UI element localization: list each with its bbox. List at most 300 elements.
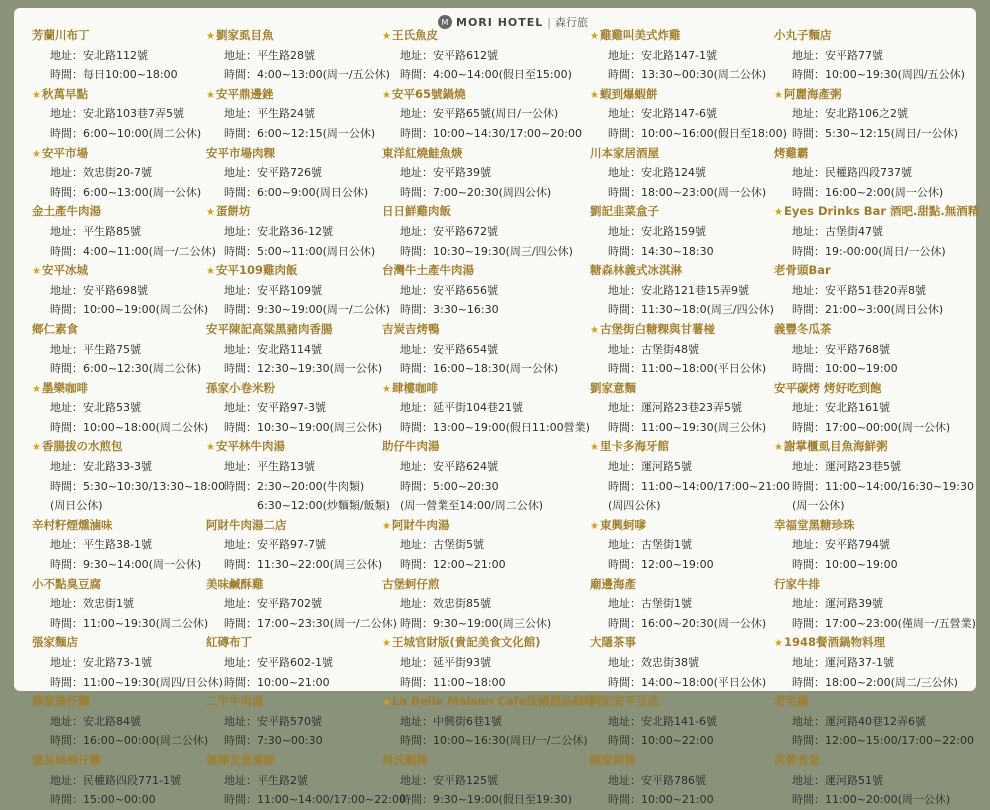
logo-brand-cn: 森行旅 xyxy=(555,16,588,29)
restaurant-entry xyxy=(32,261,228,320)
restaurant-entry xyxy=(590,575,786,634)
restaurant-entry xyxy=(32,202,228,261)
restaurant-name xyxy=(774,575,970,595)
restaurant-name xyxy=(32,320,228,340)
restaurant-hours: 時間：6:00~10:00(周二公休) xyxy=(50,126,202,140)
restaurant-address: 地址：安平路794號 xyxy=(792,538,890,552)
restaurant-name xyxy=(382,437,578,457)
restaurant-name xyxy=(206,26,402,46)
restaurant-name-text: 安平鼎邊銼 xyxy=(215,86,274,101)
restaurant-address: 地址：平生路75號 xyxy=(50,342,141,356)
star-icon: ★ xyxy=(382,520,391,532)
restaurant-hours: 時間：11:00~14:00/17:00~22:00 xyxy=(224,793,406,807)
restaurant-hours: 時間：16:00~00:00(周二公休) xyxy=(50,734,209,748)
restaurant-name xyxy=(590,437,786,457)
restaurant-address: 地址：古堡街48號 xyxy=(608,342,699,356)
restaurant-hours: 時間：5:30~12:15(周日/一公休) xyxy=(792,126,958,140)
restaurant-hours: 時間：11:00~14:00/16:30~19:30 xyxy=(792,479,974,493)
restaurant-name-text: 幸福堂黑糖珍珠 xyxy=(774,517,855,532)
restaurant-hours: 時間：11:30~22:00(周三公休) xyxy=(224,558,383,572)
restaurant-name xyxy=(206,633,402,653)
restaurant-hours: 時間：11:00~19:30(周三公休) xyxy=(608,420,767,434)
restaurant-name-text: 墨樂咖啡 xyxy=(41,380,88,395)
restaurant-entry xyxy=(206,379,402,438)
restaurant-hours: 時間：5:00~20:30 xyxy=(400,479,499,493)
restaurant-entry xyxy=(32,437,228,515)
star-icon: ★ xyxy=(32,383,41,395)
restaurant-name-text: 蝦到爆蝦餅 xyxy=(599,86,658,101)
restaurant-entry xyxy=(774,379,970,438)
restaurant-hours: 時間：11:00~19:30(周二公休) xyxy=(50,616,209,630)
restaurant-hours: 時間：10:00~16:30(周日/一/二公休) xyxy=(400,734,588,748)
restaurant-name xyxy=(206,516,402,536)
column-3 xyxy=(382,26,596,810)
restaurant-entry xyxy=(382,516,578,575)
restaurant-name xyxy=(382,85,578,105)
restaurant-address: 地址：民權路四段771-1號 xyxy=(50,773,181,787)
restaurant-name xyxy=(206,320,402,340)
restaurant-entry xyxy=(590,26,786,85)
restaurant-hours: 時間：10:00~19:00 xyxy=(792,558,898,572)
restaurant-entry xyxy=(206,261,402,320)
restaurant-entry xyxy=(382,751,578,810)
restaurant-entry xyxy=(590,633,786,692)
restaurant-hours: 時間：10:00~14:30/17:00~20:00 xyxy=(400,126,582,140)
restaurant-hours: 時間：5:30~10:30/13:30~18:00 xyxy=(50,479,225,493)
restaurant-hours: 時間：10:00~19:00 xyxy=(792,362,898,376)
restaurant-hours: 時間：10:00~18:00(周二公休) xyxy=(50,420,209,434)
restaurant-hours: 時間：10:00~21:00 xyxy=(224,675,330,689)
restaurant-name xyxy=(32,692,228,712)
restaurant-name-text: 孫家小卷米粉 xyxy=(206,380,275,395)
restaurant-hours: 時間：19:-00:00(周日/一公休) xyxy=(792,244,946,258)
restaurant-entry xyxy=(206,144,402,203)
restaurant-address: 地址：安平路698號 xyxy=(50,283,148,297)
restaurant-hours: 時間：11:00~18:00(平日公休) xyxy=(608,362,767,376)
restaurant-address: 地址：安北路159號 xyxy=(608,224,706,238)
restaurant-address: 地址：安北路33-3號 xyxy=(50,460,152,474)
restaurant-name-text: 金土產牛肉湯 xyxy=(32,204,101,219)
restaurant-hours: 時間：17:00~23:30(周一/二公休) xyxy=(224,616,397,630)
restaurant-name-text: 肆樓咖啡 xyxy=(391,380,438,395)
restaurant-address: 地址：安平路570號 xyxy=(224,714,322,728)
star-icon: ★ xyxy=(774,442,783,454)
restaurant-hours: 時間：9:30~19:00(周三公休) xyxy=(400,616,552,630)
restaurant-hours: 時間：10:30~19:30(周三/四公休) xyxy=(400,244,573,258)
restaurant-name-text: 助仔牛肉湯 xyxy=(382,439,440,454)
restaurant-address: 地址：平生路38-1號 xyxy=(50,538,152,552)
restaurant-hours: 時間：11:30~18:0(周三/四公休) xyxy=(608,303,774,317)
restaurant-name-text: 張家麵店 xyxy=(32,635,78,650)
restaurant-address: 地址：安北路112號 xyxy=(50,48,148,62)
star-icon: ★ xyxy=(382,697,391,709)
restaurant-address: 地址：延平街93號 xyxy=(400,656,491,669)
star-icon: ★ xyxy=(774,638,783,650)
restaurant-name xyxy=(382,261,578,281)
restaurant-name xyxy=(590,26,786,46)
restaurant-address: 地址：平生路85號 xyxy=(50,224,141,238)
restaurant-address: 地址：安北路147-6號 xyxy=(608,107,717,121)
restaurant-entry xyxy=(32,692,228,751)
restaurant-name xyxy=(32,144,228,164)
restaurant-name-text: 美味鹹酥雞 xyxy=(206,576,264,591)
restaurant-name xyxy=(206,575,402,595)
restaurant-hours: 時間：7:00~20:30(周四公休) xyxy=(400,185,552,199)
star-icon: ★ xyxy=(206,442,215,454)
star-icon: ★ xyxy=(32,148,41,160)
restaurant-hours: 時間：16:00~2:00(周一公休) xyxy=(792,185,944,199)
restaurant-name xyxy=(32,261,228,281)
restaurant-entry xyxy=(32,633,228,692)
restaurant-entry xyxy=(774,575,976,634)
restaurant-name-text: 安平65號鍋燒 xyxy=(391,86,466,101)
star-icon: ★ xyxy=(774,89,783,101)
star-icon: ★ xyxy=(206,266,215,278)
restaurant-address: 地址：安平路768號 xyxy=(792,342,890,356)
restaurant-address: 地址：效忠街38號 xyxy=(608,656,699,669)
restaurant-entry xyxy=(32,575,228,634)
restaurant-address: 地址：運河路51號 xyxy=(792,773,883,787)
restaurant-name xyxy=(32,26,228,46)
restaurant-name xyxy=(590,516,786,536)
restaurant-name-text: 同記安平豆花 xyxy=(590,694,659,709)
restaurant-name xyxy=(774,26,970,46)
restaurant-name xyxy=(382,692,596,712)
star-icon: ★ xyxy=(382,638,391,650)
restaurant-name-text: 芳蘭川布丁 xyxy=(32,28,90,42)
restaurant-address: 地址：平生路13號 xyxy=(224,460,315,474)
star-icon: ★ xyxy=(32,89,41,101)
star-icon: ★ xyxy=(382,31,391,42)
restaurant-hours: 時間：10:00~21:00 xyxy=(608,793,714,807)
restaurant-name-text: 王城官財版(貴記美食文化館) xyxy=(391,635,541,650)
restaurant-name xyxy=(590,751,786,771)
restaurant-hours: 時間：2:30~20:00(牛肉類) xyxy=(224,479,365,493)
restaurant-hours: 時間：21:00~3:00(周日公休) xyxy=(792,303,944,317)
restaurant-entry xyxy=(32,144,228,203)
restaurant-entry xyxy=(774,437,974,515)
restaurant-address: 地址：安平路726號 xyxy=(224,166,322,180)
restaurant-name xyxy=(382,144,578,164)
restaurant-name xyxy=(32,751,228,771)
star-icon: ★ xyxy=(774,207,783,219)
restaurant-hours: (周一公休) xyxy=(792,499,845,513)
restaurant-entry xyxy=(382,85,582,144)
logo-mark-icon: M xyxy=(438,15,452,29)
restaurant-name xyxy=(382,575,578,595)
star-icon: ★ xyxy=(32,442,41,454)
restaurant-entry xyxy=(206,85,402,144)
restaurant-address: 地址：安北路84號 xyxy=(50,714,141,728)
restaurant-hours: 時間：6:00~12:30(周二公休) xyxy=(50,362,202,376)
restaurant-entry xyxy=(774,692,974,751)
restaurant-address: 地址：古堡街5號 xyxy=(400,538,484,552)
restaurant-name xyxy=(774,633,970,653)
restaurant-guide-card xyxy=(14,8,980,807)
restaurant-address: 地址：運河路39號 xyxy=(792,597,883,611)
restaurant-entry xyxy=(590,202,786,261)
restaurant-name xyxy=(206,692,402,712)
restaurant-hours: 時間：16:00~20:30(周一公休) xyxy=(608,616,767,630)
restaurant-hours: 時間：6:00~13:00(周一公休) xyxy=(50,185,202,199)
restaurant-entry xyxy=(206,575,402,634)
restaurant-hours: 時間：18:00~23:00(周一公休) xyxy=(608,185,767,199)
restaurant-address: 地址：安北路114號 xyxy=(224,342,322,356)
star-icon: ★ xyxy=(382,383,391,395)
restaurant-name-text: 1948餐酒鍋物料理 xyxy=(783,635,885,650)
restaurant-name xyxy=(206,751,402,771)
restaurant-name-text: 薛家擔仔麵 xyxy=(32,694,90,709)
restaurant-name-text: 劉家意麵 xyxy=(590,380,636,395)
restaurant-address: 地址：安北路36-12號 xyxy=(224,224,333,238)
restaurant-name-text: 日日鮮雞肉飯 xyxy=(382,204,451,219)
restaurant-address: 地址：安平路656號 xyxy=(400,283,498,297)
restaurant-name-text: 義豐冬瓜茶 xyxy=(774,321,832,336)
restaurant-name-text: 強棒友魚海鮮 xyxy=(206,752,275,767)
restaurant-address: 地址：安北路147-1號 xyxy=(608,48,717,62)
restaurant-entry xyxy=(32,516,228,575)
restaurant-address: 地址：安平路624號 xyxy=(400,460,498,474)
star-icon: ★ xyxy=(206,89,215,101)
restaurant-entry xyxy=(206,26,402,85)
star-icon: ★ xyxy=(206,31,215,42)
restaurant-name xyxy=(382,633,578,653)
restaurant-entry xyxy=(206,692,402,751)
restaurant-hours: 時間：16:00~18:30(周一公休) xyxy=(400,362,559,376)
star-icon: ★ xyxy=(382,89,391,101)
restaurant-name-text: 謝掌櫃虱目魚海鮮粥 xyxy=(783,439,888,454)
restaurant-address: 地址：古堡街1號 xyxy=(608,597,692,611)
restaurant-name xyxy=(774,261,970,281)
restaurant-name-text: 行家牛排 xyxy=(774,576,820,591)
restaurant-hours: 時間：12:00~21:00 xyxy=(400,558,506,572)
restaurant-hours: 時間：11:00~14:00/17:00~21:00 xyxy=(608,479,790,493)
restaurant-hours: 時間：11:00~18:00 xyxy=(400,675,506,689)
restaurant-hours: 時間：13:00~19:00(假日11:00營業) xyxy=(400,420,590,434)
restaurant-entry xyxy=(206,516,402,575)
restaurant-name-text: 安平109雞肉飯 xyxy=(215,263,298,278)
restaurant-name xyxy=(382,26,578,46)
restaurant-entry xyxy=(590,261,786,320)
restaurant-name xyxy=(32,516,228,536)
restaurant-name-text: 阿麗海產粥 xyxy=(783,86,842,101)
restaurant-entry xyxy=(206,320,402,379)
restaurant-name xyxy=(32,633,228,653)
restaurant-address: 地址：民權路四段737號 xyxy=(792,166,912,180)
restaurant-hours: 時間：12:30~19:30(周一公休) xyxy=(224,362,383,376)
restaurant-name-text: 古堡街白糖粿與甘薯椪 xyxy=(599,321,715,336)
restaurant-address: 地址：平生路28號 xyxy=(224,48,315,62)
restaurant-entry xyxy=(382,261,578,320)
restaurant-address: 地址：安平路702號 xyxy=(224,597,322,611)
restaurant-hours: 時間：11:00~19:30(周四/日公休) xyxy=(50,675,223,689)
restaurant-name xyxy=(206,144,402,164)
restaurant-entry xyxy=(774,320,970,379)
restaurant-entry xyxy=(382,320,578,379)
restaurant-name xyxy=(774,85,970,105)
restaurant-hours: 時間：9:30~14:00(周一公休) xyxy=(50,558,202,572)
restaurant-name-text: 王氏魚皮 xyxy=(391,28,438,42)
restaurant-hours: 時間：4:00~13:00(周一/五公休) xyxy=(224,68,390,82)
restaurant-hours: 時間：18:00~2:00(周二/三公休) xyxy=(792,675,958,689)
restaurant-name xyxy=(382,516,578,536)
restaurant-address: 地址：安平路672號 xyxy=(400,224,498,238)
restaurant-entry xyxy=(382,379,590,438)
restaurant-hours: 時間：17:00~23:00(僅周一/五營業) xyxy=(792,616,976,630)
star-icon: ★ xyxy=(590,442,599,454)
restaurant-name-text: 二牛牛肉湯 xyxy=(206,694,264,709)
restaurant-hours: 時間：6:00~9:00(周日公休) xyxy=(224,185,369,199)
restaurant-address: 地址：安北路124號 xyxy=(608,166,706,180)
restaurant-entry xyxy=(774,144,970,203)
restaurant-entry xyxy=(32,85,228,144)
restaurant-address: 地址：平生路24號 xyxy=(224,107,315,121)
restaurant-name-text: 東洋紅燒鮭魚焿 xyxy=(382,145,463,160)
restaurant-name-text: 烤雞霸 xyxy=(774,145,809,160)
restaurant-name xyxy=(774,144,970,164)
restaurant-hours: 時間：15:00~00:00 xyxy=(50,793,156,807)
restaurant-name-text: 鄉仁素食 xyxy=(32,321,78,336)
restaurant-name-text: 劉記韭菜盒子 xyxy=(590,204,659,219)
restaurant-address: 地址：安平路97-7號 xyxy=(224,538,326,552)
column-4 xyxy=(590,26,790,810)
restaurant-address: 地址：平生路2號 xyxy=(224,773,308,787)
star-icon: ★ xyxy=(590,324,599,336)
restaurant-hours: 時間：11:00~20:00(周一公休) xyxy=(792,793,951,807)
star-icon: ★ xyxy=(590,31,599,42)
restaurant-name xyxy=(774,516,970,536)
restaurant-entry xyxy=(32,751,228,810)
restaurant-entry xyxy=(206,633,402,692)
restaurant-name xyxy=(382,751,578,771)
restaurant-name xyxy=(32,379,228,399)
restaurant-hours: (周四公休) xyxy=(608,499,661,513)
restaurant-hours: 時間：10:00~19:30(周四/五公休) xyxy=(792,68,965,82)
restaurant-hours: 時間：4:00~14:00(假日至15:00) xyxy=(400,68,572,82)
restaurant-address: 地址：安平路612號 xyxy=(400,48,498,62)
restaurant-address: 地址：安平路109號 xyxy=(224,283,322,297)
restaurant-name-text: 香腸拔の水煎包 xyxy=(41,439,123,454)
restaurant-name-text: 芙蓉食堂 xyxy=(774,752,820,767)
restaurant-name xyxy=(774,320,970,340)
restaurant-name-text: 陳家蚵捲 xyxy=(590,752,636,767)
restaurant-address: 地址：安平路51巷20弄8號 xyxy=(792,283,926,297)
restaurant-hours: 6:30~12:00(炒麵類/飯類) xyxy=(224,499,390,513)
restaurant-name-text: 廟邊海產 xyxy=(590,576,636,591)
restaurant-address: 地址：運河路40巷12弄6號 xyxy=(792,714,926,728)
restaurant-address: 地址：效忠街1號 xyxy=(50,597,134,611)
restaurant-hours: 時間：17:00~00:00(周一公休) xyxy=(792,420,951,434)
restaurant-name-text: 億品城桶仔雞 xyxy=(32,752,101,767)
restaurant-name-text: 大隱茶事 xyxy=(590,635,636,650)
restaurant-address: 地址：安平路39號 xyxy=(400,166,491,180)
restaurant-address: 地址：延平街104巷21號 xyxy=(400,401,523,415)
restaurant-address: 地址：古堡街1號 xyxy=(608,538,692,552)
restaurant-name-text: Eyes Drinks Bar 酒吧.甜點.無酒精 xyxy=(783,204,980,219)
restaurant-name xyxy=(774,751,970,771)
restaurant-name-text: 川本家居酒屋 xyxy=(590,145,659,160)
restaurant-name xyxy=(206,379,402,399)
restaurant-name xyxy=(206,261,402,281)
restaurant-name xyxy=(590,633,786,653)
restaurant-name xyxy=(590,379,786,399)
restaurant-entry xyxy=(206,202,402,261)
restaurant-address: 地址：安北路103巷7弄5號 xyxy=(50,107,184,121)
star-icon: ★ xyxy=(590,89,599,101)
restaurant-hours: (周日公休) xyxy=(50,499,103,513)
restaurant-address: 地址：運河路23巷23弄5號 xyxy=(608,401,742,415)
restaurant-entry xyxy=(382,202,578,261)
restaurant-name xyxy=(32,202,228,222)
restaurant-entry xyxy=(32,26,228,85)
restaurant-address: 地址：效忠街20-7號 xyxy=(50,166,152,180)
restaurant-hours: (周一營業至14:00/周二公休) xyxy=(400,499,543,513)
restaurant-hours: 時間：14:00~18:00(平日公休) xyxy=(608,675,767,689)
star-icon: ★ xyxy=(32,266,41,278)
restaurant-entry xyxy=(774,633,970,692)
restaurant-address: 地址：安北路121巷15弄9號 xyxy=(608,283,749,297)
restaurant-name xyxy=(774,379,970,399)
logo-brand: MORI HOTEL xyxy=(456,15,544,29)
restaurant-name-text: 安平市場肉粿 xyxy=(206,145,275,160)
restaurant-address: 地址：運河路37-1號 xyxy=(792,656,894,669)
restaurant-entry xyxy=(382,575,578,634)
restaurant-entry xyxy=(382,144,578,203)
star-icon: ★ xyxy=(590,520,599,532)
restaurant-name-text: 阿財牛肉湯 xyxy=(391,517,450,532)
restaurant-name xyxy=(32,85,228,105)
restaurant-name xyxy=(382,202,578,222)
restaurant-entry xyxy=(774,85,970,144)
restaurant-name xyxy=(774,437,970,457)
restaurant-hours: 時間：6:00~12:15(周一公休) xyxy=(224,126,376,140)
restaurant-address: 地址：安平路97-3號 xyxy=(224,401,326,415)
restaurant-entry xyxy=(382,437,578,515)
restaurant-entry xyxy=(590,85,786,144)
restaurant-entry xyxy=(774,261,970,320)
restaurant-entry xyxy=(774,751,970,810)
restaurant-name-text: 阿財牛肉湯二店 xyxy=(206,517,287,532)
restaurant-address: 地址：古堡街47號 xyxy=(792,224,883,238)
restaurant-entry xyxy=(590,144,786,203)
restaurant-name xyxy=(590,144,786,164)
restaurant-name-text: La Belle Maison Cafe法國甜品咖啡 xyxy=(391,694,596,709)
restaurant-hours: 時間：7:30~00:30 xyxy=(224,734,323,748)
restaurant-address: 地址：安平路125號 xyxy=(400,773,498,787)
restaurant-entry xyxy=(590,751,786,810)
restaurant-name-text: 劉家虱目魚 xyxy=(215,28,274,42)
restaurant-entry xyxy=(590,692,786,751)
restaurant-name xyxy=(590,575,786,595)
restaurant-name xyxy=(774,202,980,222)
restaurant-entry xyxy=(774,516,970,575)
restaurant-address: 地址：運河路23巷5號 xyxy=(792,460,901,474)
restaurant-name-text: 小丸子麵店 xyxy=(774,28,832,42)
restaurant-hours: 時間：5:00~11:00(周日公休) xyxy=(224,244,376,258)
restaurant-name-text: 安平冰城 xyxy=(41,263,88,278)
restaurant-name-text: 蛋餅坊 xyxy=(215,204,251,219)
logo-separator: | xyxy=(547,15,551,29)
restaurant-hours: 時間：13:30~00:30(周二公休) xyxy=(608,68,767,82)
restaurant-address: 地址：安北路141-6號 xyxy=(608,714,717,728)
restaurant-name xyxy=(590,261,786,281)
restaurant-name xyxy=(382,379,578,399)
restaurant-entry xyxy=(590,379,786,438)
restaurant-name xyxy=(590,692,786,712)
restaurant-name-text: 安平陳記高粱黑豬肉香腸 xyxy=(206,321,333,336)
restaurant-name xyxy=(206,437,402,457)
restaurant-entry xyxy=(382,692,596,751)
